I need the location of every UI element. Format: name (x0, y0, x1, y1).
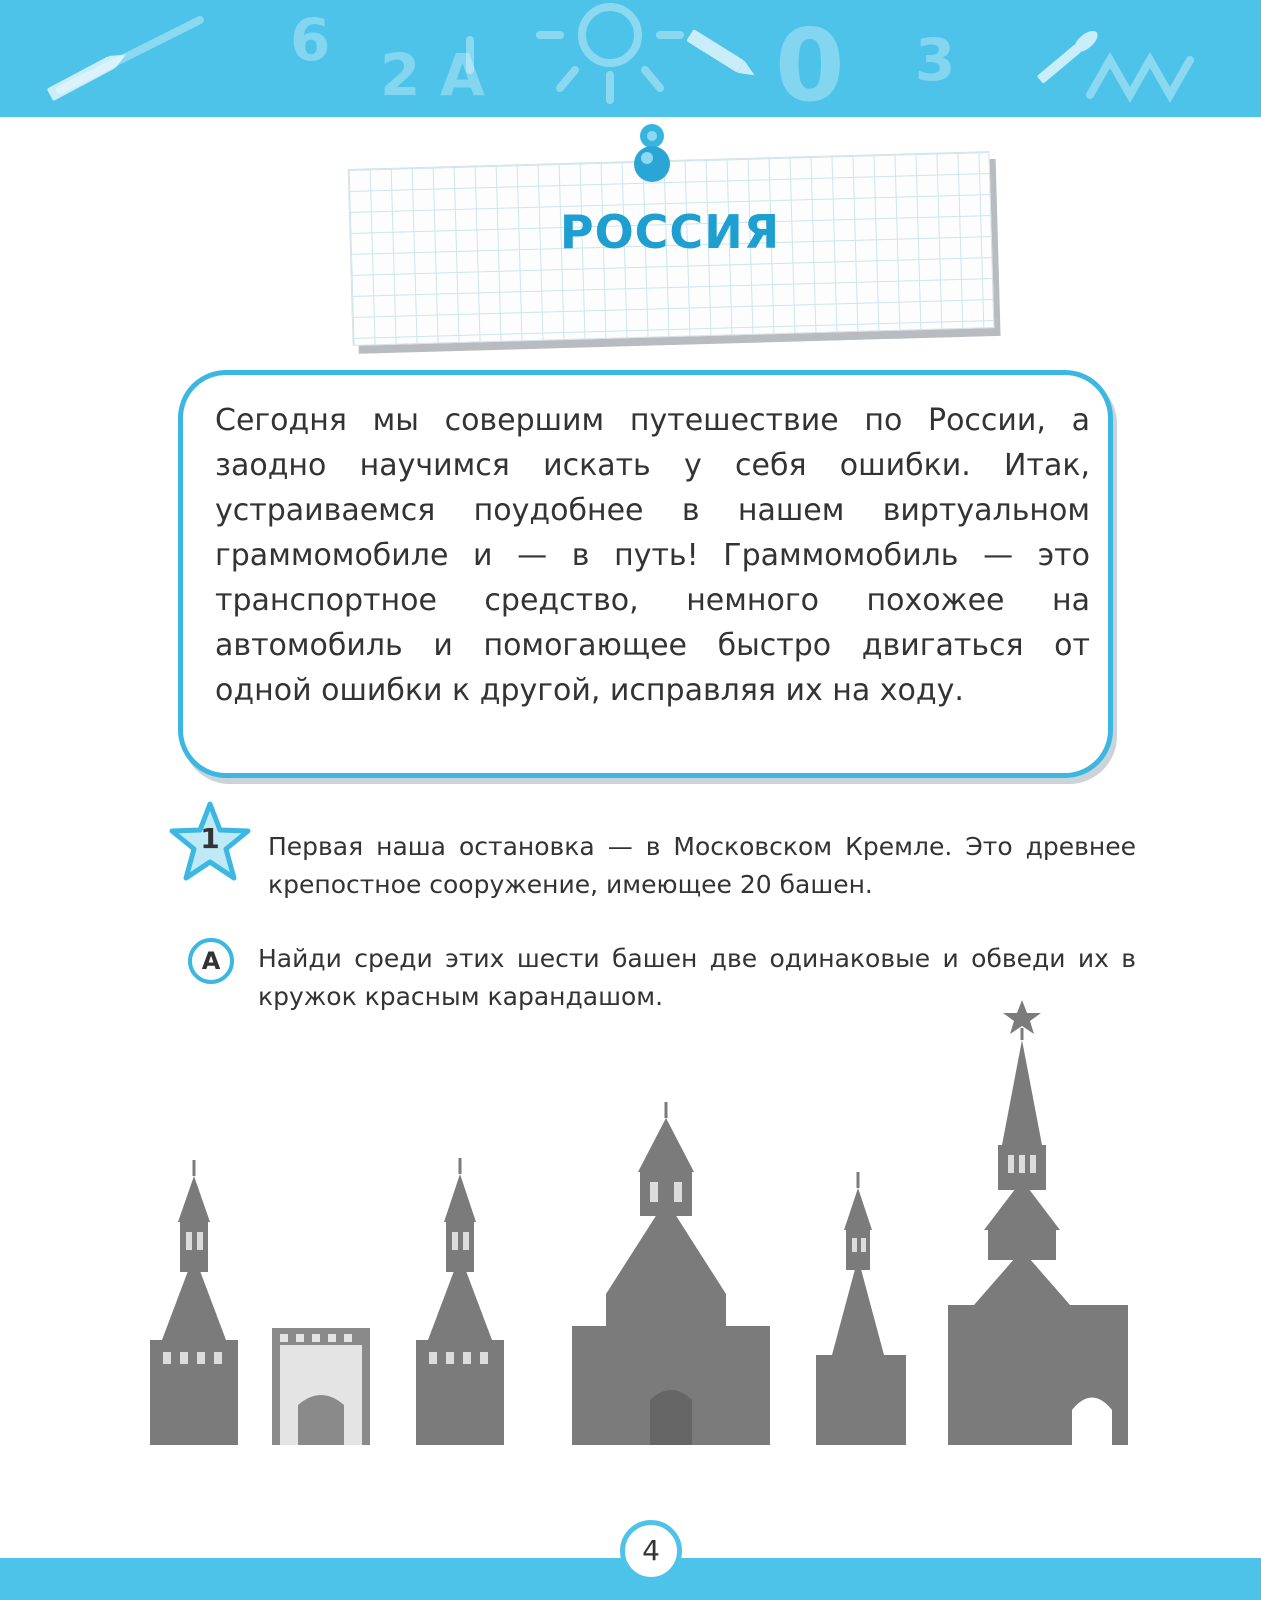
pencil-icon (47, 48, 130, 101)
band-symbol: 0 (775, 7, 845, 117)
kremlin-tower-icon (816, 1172, 906, 1445)
sun-icon (582, 7, 638, 63)
subtask-text: Найди среди этих шести башен две одинаковые и обведи их в кружок красным карандашом. (258, 944, 1136, 1011)
intro-paragraph: Сегодня мы совершим путешествие по России, а заодно научимся искать у себя ошибки. Итак, устраиваемся поудобнее в нашем виртуальном граммомобиле и — в путь! Граммомобиль — это транспортное средство, немного похожее на автомобиль и помогающее быстро двигаться от одной ошибки к другой, исправляя их на ходу. (215, 403, 1090, 708)
decor-pattern (0, 0, 1261, 117)
kremlin-gate-icon (272, 1328, 370, 1445)
brush-icon (1036, 27, 1102, 85)
task-text: Первая наша остановка — в Московском Кремле. Это древнее крепостное сооружение, имеющее 20 башен. (268, 832, 1136, 899)
page-number: 4 (620, 1520, 682, 1582)
band-symbol: 6 (290, 6, 331, 74)
subtask-badge: А (188, 938, 234, 984)
pencil-icon (686, 29, 758, 81)
zigzag-icon (1090, 60, 1190, 95)
band-symbol: 2 (380, 41, 421, 109)
kremlin-tower-icon (416, 1158, 504, 1445)
band-symbol: А (440, 41, 485, 109)
task-number: 1 (200, 822, 220, 855)
kremlin-tower-icon (150, 1160, 238, 1445)
band-symbol: 3 (915, 26, 956, 94)
kremlin-tower-icon (948, 1000, 1128, 1445)
page-title: РОССИЯ (559, 205, 781, 259)
pushpin-icon (630, 122, 674, 188)
header-decor-band (0, 0, 1261, 117)
kremlin-towers-illustration (0, 990, 1261, 1460)
kremlin-tower-icon (572, 1102, 770, 1445)
